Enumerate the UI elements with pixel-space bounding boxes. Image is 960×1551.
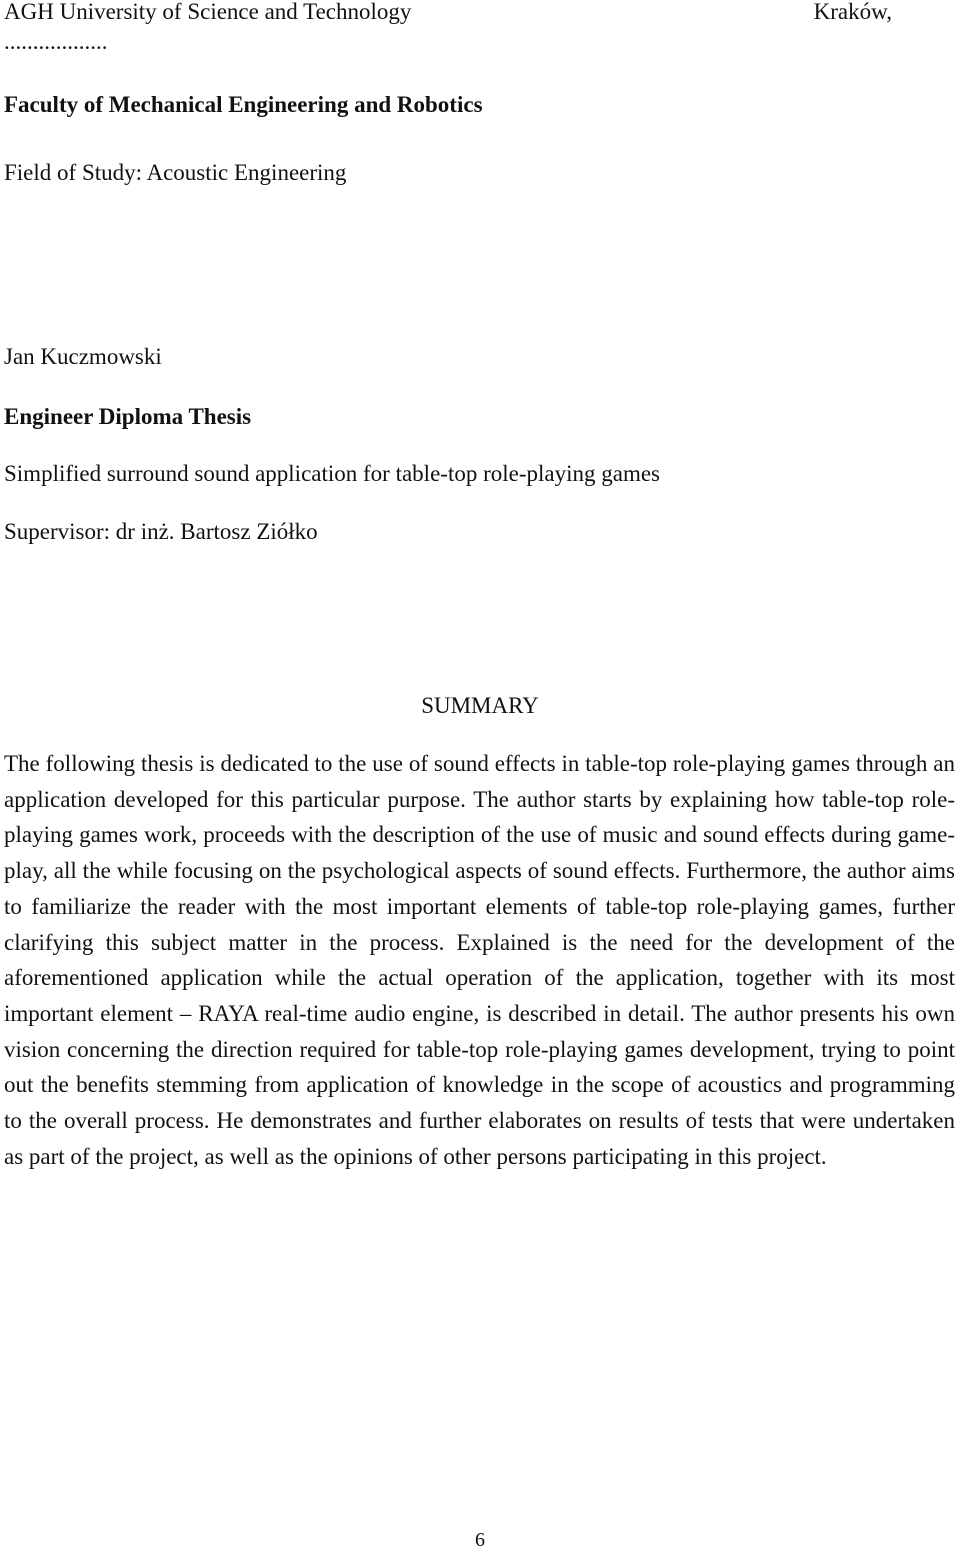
faculty-name: Faculty of Mechanical Engineering and Robotics <box>4 92 483 117</box>
university-name: AGH University of Science and Technology <box>4 0 412 24</box>
thesis-degree: Engineer Diploma Thesis <box>4 404 252 429</box>
page-number: 6 <box>475 1529 485 1551</box>
field-of-study: Field of Study: Acoustic Engineering <box>4 160 347 185</box>
date-placeholder: .................. <box>4 29 108 54</box>
supervisor: Supervisor: dr inż. Bartosz Ziółko <box>4 519 318 544</box>
summary-text: The following thesis is dedicated to the use of sound effects in table-top role-playing games through an application developed for this particular purpose. The author starts by explaining how table-top role-playing games work, proceeds with the description of the use of music and sound effects during game-play, all the while focusing on the psychological aspects of sound effects. Furthermore, the author aims to familiarize the reader with the most important elements of table-top role-playing games, further clarifying this subject matter in the process. Explained is the need for the development of the aforementioned application while the actual operation of the application, together with its most important element – RAYA real-time audio engine, is described in detail. The author presents his own vision concerning the direction required for table-top role-playing games development, trying to point out the benefits stemming from application of knowledge in the scope of acoustics and programming to the overall process. He demonstrates and further elaborates on results of tests that were undertaken as part of the project, as well as the opinions of other persons participating in this project. <box>4 751 955 1169</box>
summary-heading: SUMMARY <box>421 693 539 718</box>
thesis-title: Simplified surround sound application for table-top role-playing games <box>4 461 660 486</box>
author-name: Jan Kuczmowski <box>4 344 162 369</box>
city-date-label: Kraków, <box>813 0 892 24</box>
